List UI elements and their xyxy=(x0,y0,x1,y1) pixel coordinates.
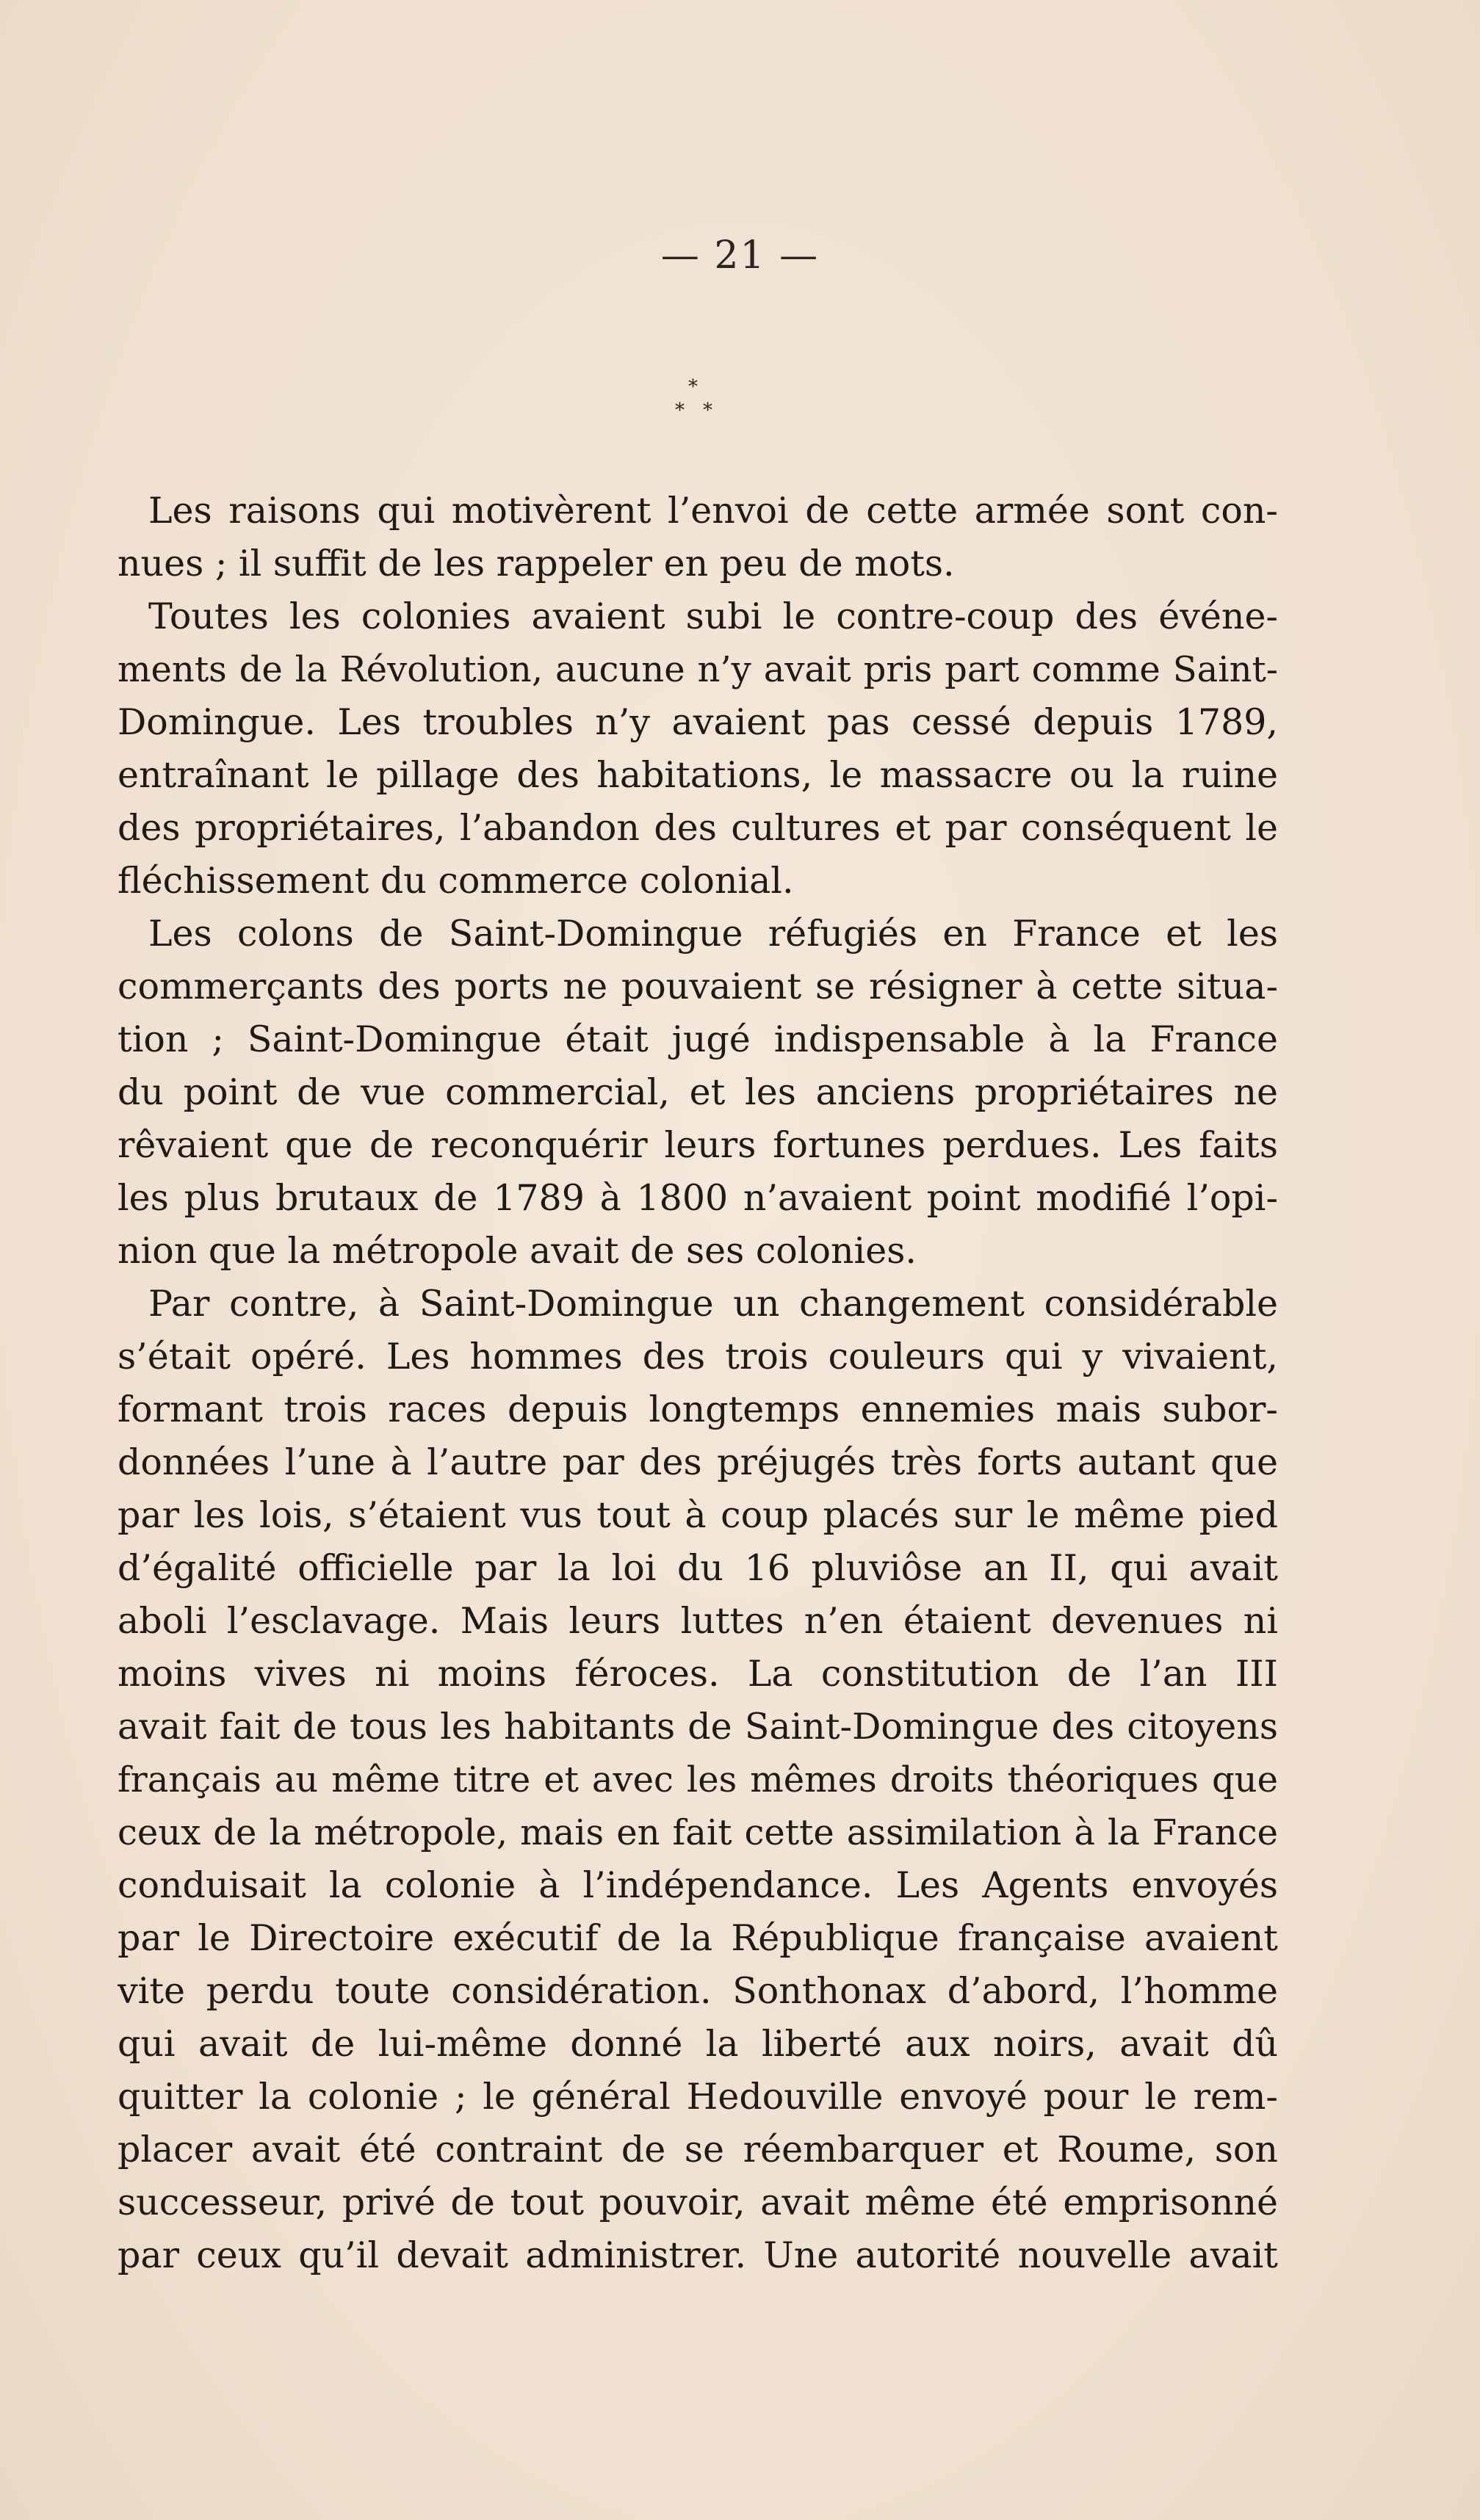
text-line: du point de vue commercial, et les anciens propriétaires ne xyxy=(118,1071,1278,1113)
text-line: conduisait la colonie à l’indépendance. Les Agents envoyés xyxy=(118,1864,1278,1906)
separator-star: * xyxy=(703,399,712,421)
text-line: commerçants des ports ne pouvaient se résigner à cette situa- xyxy=(118,966,1278,1007)
text-line: Domingue. Les troubles n’y avaient pas cessé depuis 1789, xyxy=(118,701,1278,743)
text-line: nues ; il suffit de les rappeler en peu de mots. xyxy=(118,543,955,584)
text-line: qui avait de lui-même donné la liberté aux noirs, avait dû xyxy=(118,2023,1278,2065)
text-line: par le Directoire exécutif de la République française avaient xyxy=(118,1917,1278,1959)
text-line: moins vives ni moins féroces. La constitution de l’an III xyxy=(118,1653,1278,1695)
text-line: fléchissement du commerce colonial. xyxy=(118,860,794,902)
text-line: placer avait été contraint de se réembarquer et Roume, son xyxy=(118,2129,1278,2170)
text-line: nion que la métropole avait de ses colonies. xyxy=(118,1230,917,1272)
text-line: avait fait de tous les habitants de Saint-Domingue des citoyens xyxy=(118,1706,1278,1748)
text-line: tion ; Saint-Domingue était jugé indispensable à la France xyxy=(118,1018,1278,1060)
text-line: entraînant le pillage des habitations, le massacre ou la ruine xyxy=(118,754,1278,796)
page-number: — 21 — xyxy=(660,233,820,278)
separator-star: * xyxy=(675,399,685,421)
text-line: des propriétaires, l’abandon des cultures et par conséquent le xyxy=(118,807,1278,849)
text-line: Les colons de Saint-Domingue réfugiés en France et les xyxy=(148,913,1278,955)
text-line: successeur, privé de tout pouvoir, avait même été emprisonné xyxy=(118,2182,1278,2223)
text-line: français au même titre et avec les mêmes droits théoriques que xyxy=(118,1759,1278,1800)
text-line: les plus brutaux de 1789 à 1800 n’avaient point modifié l’opi- xyxy=(118,1177,1278,1219)
text-line: quitter la colonie ; le général Hedouville envoyé pour le rem- xyxy=(118,2076,1278,2118)
text-line: Les raisons qui motivèrent l’envoi de cette armée sont con- xyxy=(148,490,1278,532)
text-line: d’égalité officielle par la loi du 16 pluviôse an II, qui avait xyxy=(118,1547,1278,1589)
text-line: rêvaient que de reconquérir leurs fortunes perdues. Les faits xyxy=(118,1124,1278,1166)
text-line: ceux de la métropole, mais en fait cette assimilation à la France xyxy=(118,1812,1278,1853)
text-line: vite perdu toute considération. Sonthonax d’abord, l’homme xyxy=(118,1970,1278,2012)
text-line: formant trois races depuis longtemps ennemies mais subor- xyxy=(118,1388,1278,1430)
text-line: données l’une à l’autre par des préjugés très forts autant que xyxy=(118,1441,1278,1483)
text-line: Toutes les colonies avaient subi le contre-coup des événe- xyxy=(148,595,1278,637)
body-text xyxy=(118,485,1278,2282)
text-line: par les lois, s’étaient vus tout à coup placés sur le même pied xyxy=(118,1494,1278,1536)
text-line: par ceux qu’il devait administrer. Une autorité nouvelle avait xyxy=(118,2234,1278,2276)
text-line: s’était opéré. Les hommes des trois couleurs qui y vivaient, xyxy=(118,1336,1278,1377)
text-line: Par contre, à Saint-Domingue un changement considérable xyxy=(148,1283,1278,1325)
text-line: aboli l’esclavage. Mais leurs luttes n’en étaient devenues ni xyxy=(118,1600,1278,1642)
text-line: ments de la Révolution, aucune n’y avait pris part comme Saint- xyxy=(118,649,1278,690)
section-separator xyxy=(666,367,725,426)
separator-star: * xyxy=(688,376,698,398)
